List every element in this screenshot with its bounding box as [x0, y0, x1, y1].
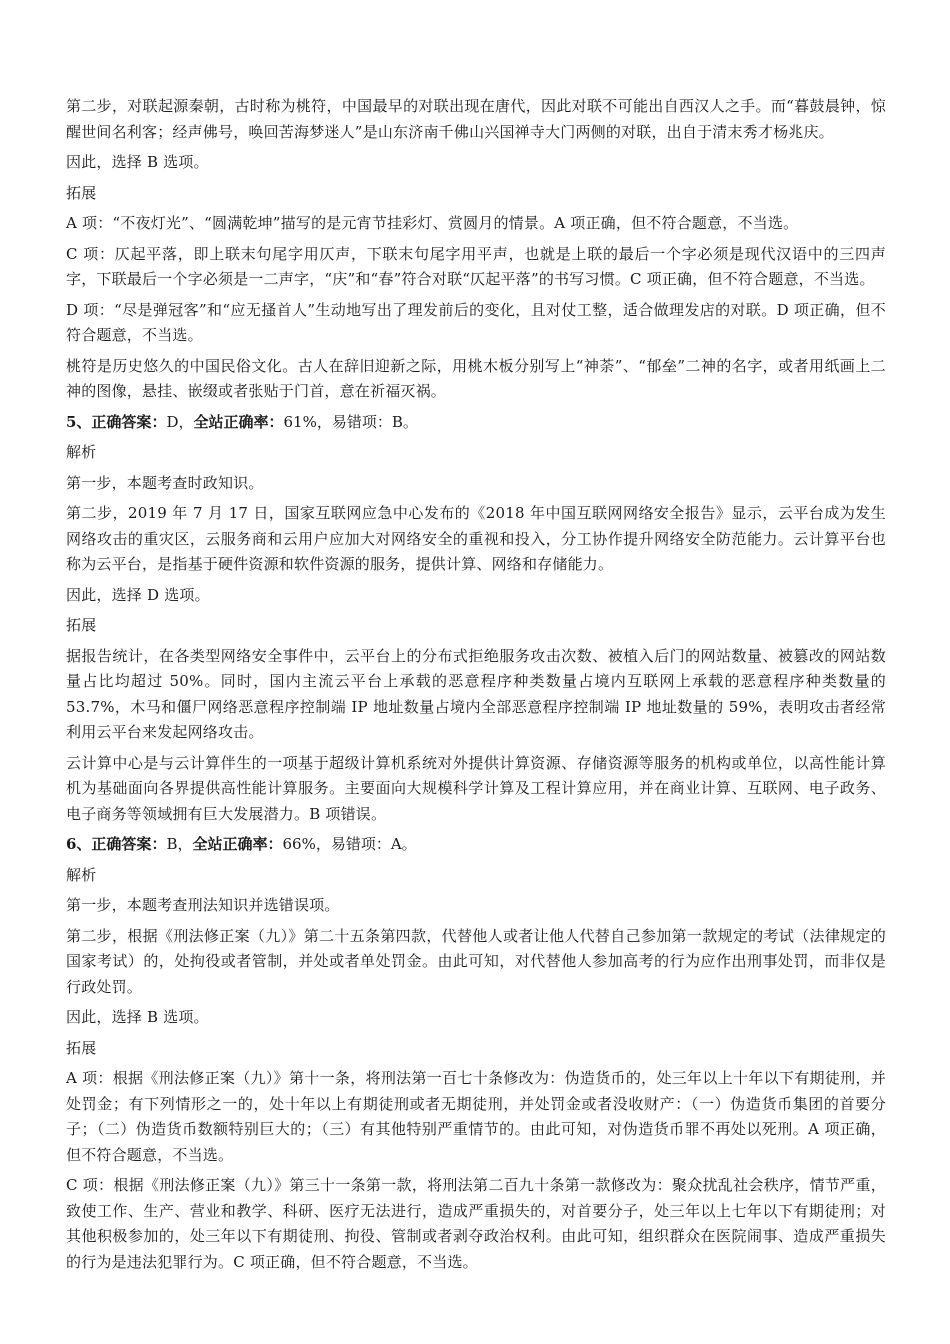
paragraph: 因此，选择 B 选项。: [66, 153, 209, 171]
paragraph: 因此，选择 D 选项。: [66, 585, 210, 604]
section-heading-extension: 拓展: [66, 616, 97, 634]
paragraph: C 项：根据《刑法修正案（九）》第三十一条第一款，将刑法第二百九十条第一款修改为：聚众扰乱社会秩序，情节严重，致使工作、生产、营业和教学、科研、医疗无法进行，造成严重损失的，对首要分子，处三年以上七年以下有期徒刑；对其他积极参加的，处三年以下有期徒刑、拘役、管制或者剥夺政治权利。由此可知，组织群众在医院闹事、造成严重损失的行为是违法犯罪行为。C 项正确，但不符合题意，不当选。: [66, 1176, 886, 1271]
rate-label: 全站正确率：: [193, 412, 284, 431]
section-heading-extension: 拓展: [66, 183, 97, 202]
answer-line-q6: [66, 832, 886, 858]
paragraph: C 项：仄起平落，即上联末句尾字用仄声，下联末句尾字用平声，也就是上联的最后一个字必须是现代汉语中的三四声字，下联最后一个字必须是一二声字，“庆”和“春”符合对联“仄起平落”的书写习惯。C 项正确，但不符合题意，不当选。: [66, 244, 886, 288]
answer-value: D，: [166, 412, 194, 431]
rate-value: 61%，易错项：B。: [283, 412, 418, 431]
paragraph: 第一步，本题考查刑法知识并选错误项。: [66, 896, 340, 914]
section-heading-extension: 拓展: [66, 1038, 97, 1057]
paragraph: D 项：“尽是弹冠客”和“应无搔首人”生动地写出了理发前后的变化，且对仗工整，适合做理发店的对联。D 项正确，但不符合题意，不当选。: [66, 300, 886, 344]
paragraph: A 项：根据《刑法修正案（九）》第十一条，将刑法第一百七十条修改为：伪造货币的，处三年以上十年以下有期徒刑，并处罚金；有下列情形之一的，处十年以上有期徒刑或者无期徒刑，并处罚金或者没收财产：（一）伪造货币集团的首要分子；（二）伪造货币数额特别巨大的；（三）有其他特别严重情节的。由此可知，对伪造货币罪不再处以死刑。A 项正确，但不符合题意，不当选。: [66, 1069, 886, 1164]
paragraph: 云计算中心是与云计算伴生的一项基于超级计算机系统对外提供计算资源、存储资源等服务的机构或单位，以高性能计算机为基础面向各界提供高性能计算服务。主要面向大规模科学计算及工程计算应用，并在商业计算、互联网、电子政务、电子商务等领域拥有巨大发展潜力。B 项错误。: [66, 753, 886, 823]
answer-label: 5、正确答案：: [66, 412, 167, 431]
paragraph: 第一步，本题考查时政知识。: [66, 473, 264, 492]
answer-label: 6、正确答案：: [66, 835, 167, 853]
paragraph: 第二步，对联起源秦朝，古时称为桃符，中国最早的对联出现在唐代，因此对联不可能出自西汉人之手。而“暮鼓晨钟，惊醒世间名利客；经声佛号，唤回苦海梦迷人”是山东济南千佛山兴国禅寺大门两侧的对联，出自于清末秀才杨兆庆。: [66, 97, 886, 141]
paragraph: 第二步，根据《刑法修正案（九）》第二十五条第四款，代替他人或者让他人代替自己参加第一款规定的考试（法律规定的国家考试）的，处拘役或者管制，并处或者单处罚金。由此可知，对代替他人参加高考的行为应作出刑事处罚，而非仅是行政处罚。: [66, 926, 886, 996]
paragraph: A 项：“不夜灯光”、“圆满乾坤”描写的是元宵节挂彩灯、赏圆月的情景。A 项正确，但不符合题意，不当选。: [66, 214, 799, 232]
section-heading-analysis: 解析: [66, 865, 97, 884]
answer-value: B，: [166, 835, 193, 853]
rate-value: 66%，易错项：A。: [282, 835, 417, 853]
paragraph: 第二步，2019 年 7 月 17 日，国家互联网应急中心发布的《2018 年中国互联网网络安全报告》显示，云平台成为发生网络攻击的重灾区，云服务商和云用户应加大对网络安全的重视和投入，分工协作提升网络安全防范能力。云计算平台也称为云平台，是指基于硬件资源和软件资源的服务，提供计算、网络和存储能力。: [66, 504, 886, 573]
paragraph: 桃符是历史悠久的中国民俗文化。古人在辞旧迎新之际，用桃木板分别写上“神荼”、“郁垒”二神的名字，或者用纸画上二神的图像，悬挂、嵌缀或者张贴于门首，意在祈福灭祸。: [66, 356, 886, 400]
section-heading-analysis: 解析: [66, 443, 97, 461]
paragraph: 因此，选择 B 选项。: [66, 1008, 209, 1026]
answer-line-q5: [66, 410, 886, 436]
rate-label: 全站正确率：: [192, 835, 283, 853]
document-page: [66, 94, 886, 1280]
paragraph: 据报告统计，在各类型网络安全事件中，云平台上的分布式拒绝服务攻击次数、被植入后门的网站数量、被篡改的网站数量占比均超过 50%。同时，国内主流云平台上承载的恶意程序种类数量占境内互联网上承载的恶意程序种类数量的 53.7%，木马和僵尸网络恶意程序控制端 IP 地址数量占境内全部恶意程序控制端 IP 地址数量的 59%，表明攻击者经常利用云平台来发起网络攻击。: [66, 646, 886, 741]
